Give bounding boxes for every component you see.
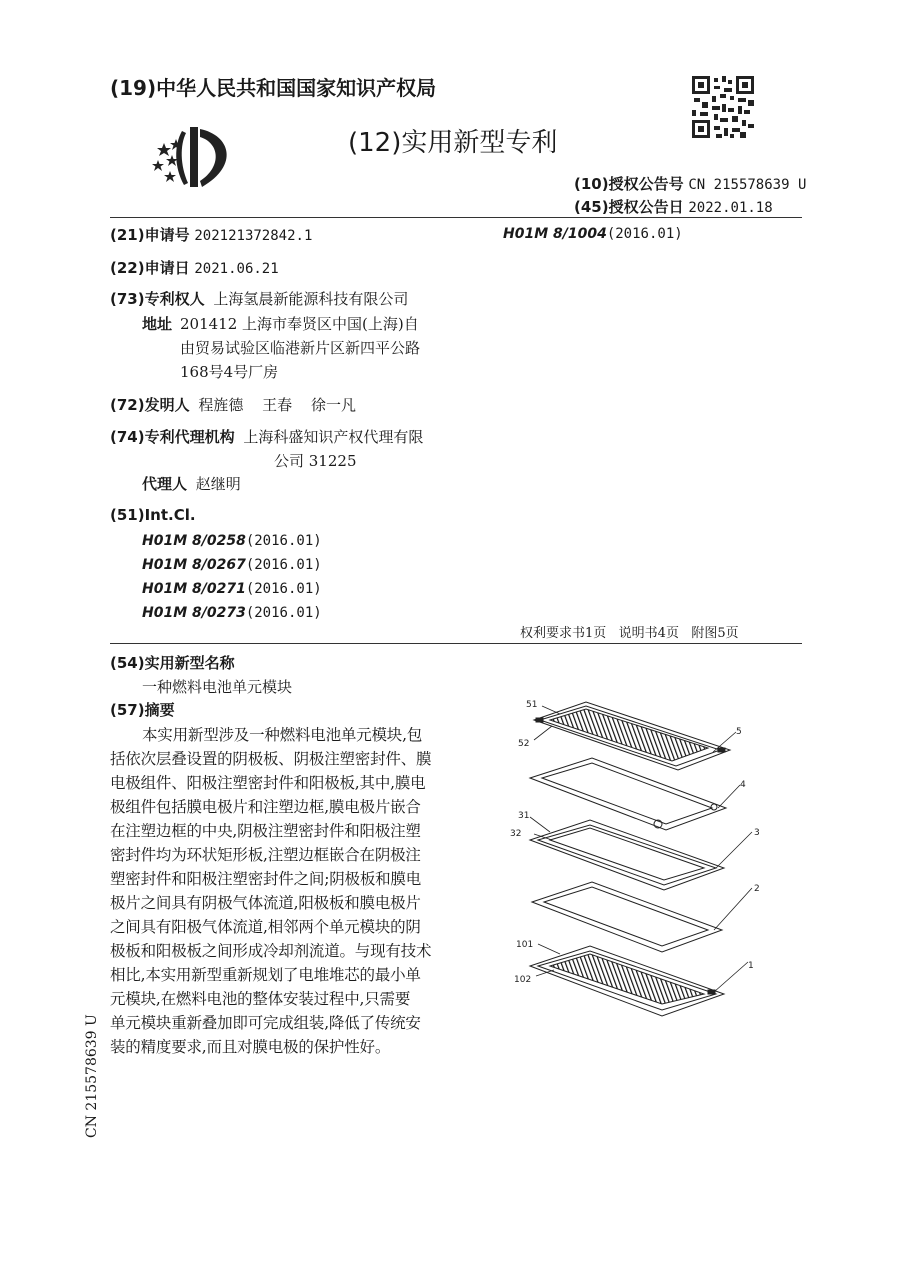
abstract-line: 相比,本实用新型重新规划了电堆堆芯的最小单 <box>110 966 421 984</box>
patentee <box>110 288 408 309</box>
intcl-item <box>142 602 322 621</box>
section-divider <box>110 643 802 644</box>
abstract-line: 本实用新型涉及一种燃料电池单元模块,包 <box>142 726 423 744</box>
intcl-date: (2016.01) <box>245 581 322 597</box>
application-date <box>110 257 279 278</box>
patentee-value: 上海氢晨新能源科技有限公司 <box>213 290 409 308</box>
cathode-seal <box>530 758 726 830</box>
qr-code-icon <box>692 76 754 138</box>
address-label: 地址 <box>142 315 173 333</box>
side-publication-number-text: CN 215578639 U <box>84 1014 100 1138</box>
address-line: 201412 上海市奉贤区中国(上海)自 <box>180 315 419 333</box>
agency-name-line: 上海科盛知识产权代理有限 <box>243 428 424 446</box>
document-type-code: (12) <box>348 128 402 158</box>
abstract-line: 极板和阳极板之间形成冷却剂流道。与现有技术 <box>110 942 432 960</box>
application-number-value: 202121372842.1 <box>194 228 313 244</box>
membrane-electrode-assembly <box>530 820 724 890</box>
intcl-date: (2016.01) <box>245 557 322 573</box>
abstract-line: 极组件包括膜电极片和注塑边框,膜电极片嵌合 <box>110 798 421 816</box>
publication-number-value: CN 215578639 U <box>688 177 807 193</box>
agent-label: 代理人 <box>142 475 188 493</box>
figure-label-5: 5 <box>736 727 742 737</box>
abstract-line: 塑密封件和阳极注塑密封件之间;阴极板和膜电 <box>110 870 422 888</box>
figure-label-32: 32 <box>510 829 522 839</box>
inventors-label: (72)发明人 <box>110 396 190 414</box>
inventor-name: 王春 <box>262 396 293 414</box>
anode-plate <box>530 946 724 1016</box>
document-type <box>348 122 557 159</box>
publication-date-value: 2022.01.18 <box>688 200 773 216</box>
abstract-line: 装的精度要求,而且对膜电极的保护性好。 <box>110 1038 391 1056</box>
figure-label-101: 101 <box>516 940 534 950</box>
office-code: (19) <box>110 76 157 100</box>
anode-seal <box>532 882 722 952</box>
office-name: 中华人民共和国国家知识产权局 <box>156 76 437 100</box>
figure-label-4: 4 <box>740 780 746 790</box>
inventor-name: 徐一凡 <box>310 396 356 414</box>
side-publication-number <box>84 1014 104 1138</box>
exploded-view-figure <box>508 690 778 1035</box>
intcl-label: (51)Int.Cl. <box>110 506 196 524</box>
figure-label-51: 51 <box>526 700 538 710</box>
application-date-label: (22)申请日 <box>110 259 190 277</box>
inventor-name: 程旌德 <box>198 396 244 414</box>
figure-label-52: 52 <box>518 739 530 749</box>
application-number-label: (21)申请号 <box>110 226 190 244</box>
address-line: 由贸易试验区临港新片区新四平公路 <box>180 339 421 357</box>
abstract-line: 电极组件、阳极注塑密封件和阳极板,其中,膜电 <box>110 774 426 792</box>
main-classification-date: (2016.01) <box>606 226 683 242</box>
intcl-code: H01M 8/0267 <box>142 557 246 573</box>
main-classification-code: H01M 8/1004 <box>503 226 607 242</box>
figure-label-31: 31 <box>518 811 530 821</box>
intcl-date: (2016.01) <box>245 533 322 549</box>
abstract-line: 在注塑边框的中央,阴极注塑密封件和阳极注塑 <box>110 822 421 840</box>
intcl-code: H01M 8/0273 <box>142 605 246 621</box>
agency-label: (74)专利代理机构 <box>110 428 235 446</box>
utility-model-title: 一种燃料电池单元模块 <box>142 678 293 696</box>
publication-number <box>574 173 806 194</box>
agent <box>142 473 241 494</box>
abstract-line: 密封件均为环状矩形板,注塑边框嵌合在阴极注 <box>110 846 421 864</box>
inventors <box>110 394 356 415</box>
abstract-line: 单元模块重新叠加即可完成组装,降低了传统安 <box>110 1014 421 1032</box>
agent-name: 赵继明 <box>195 475 241 493</box>
page-counts: 权利要求书1页 说明书4页 附图5页 <box>520 626 739 641</box>
publication-date <box>574 196 773 217</box>
abstract-line: 元模块,在燃料电池的整体安装过程中,只需要 <box>110 990 411 1008</box>
figure-label-2: 2 <box>754 884 760 894</box>
cnipa-logo-icon <box>150 125 240 190</box>
abstract-line: 括依次层叠设置的阴极板、阴极注塑密封件、膜 <box>110 750 432 768</box>
abstract-line: 之间具有阳极气体流道,相邻两个单元模块的阴 <box>110 918 421 936</box>
application-date-value: 2021.06.21 <box>194 261 279 277</box>
cathode-plate <box>534 702 730 770</box>
intcl-item <box>142 554 322 573</box>
title-label: (54)实用新型名称 <box>110 654 235 672</box>
intcl-date: (2016.01) <box>245 605 322 621</box>
figure-label-3: 3 <box>754 828 760 838</box>
office-header <box>110 72 436 101</box>
figure-label-1: 1 <box>748 961 754 971</box>
intcl-code: H01M 8/0271 <box>142 581 246 597</box>
main-classification <box>503 224 683 242</box>
publication-date-label: (45)授权公告日 <box>574 198 684 216</box>
intcl-item <box>142 578 322 597</box>
patentee-label: (73)专利权人 <box>110 290 205 308</box>
document-type-name: 实用新型专利 <box>401 128 558 158</box>
agency-name-line: 公司 31225 <box>274 452 357 470</box>
intcl-item <box>142 530 322 549</box>
agency <box>110 426 423 447</box>
header-divider <box>110 217 802 218</box>
intcl-code: H01M 8/0258 <box>142 533 246 549</box>
abstract-line: 极片之间具有阴极气体流道,阳极板和膜电极片 <box>110 894 421 912</box>
application-number <box>110 224 312 245</box>
publication-number-label: (10)授权公告号 <box>574 175 684 193</box>
figure-label-102: 102 <box>514 975 532 985</box>
address-line: 168号4号厂房 <box>180 363 279 381</box>
abstract-label: (57)摘要 <box>110 701 175 719</box>
